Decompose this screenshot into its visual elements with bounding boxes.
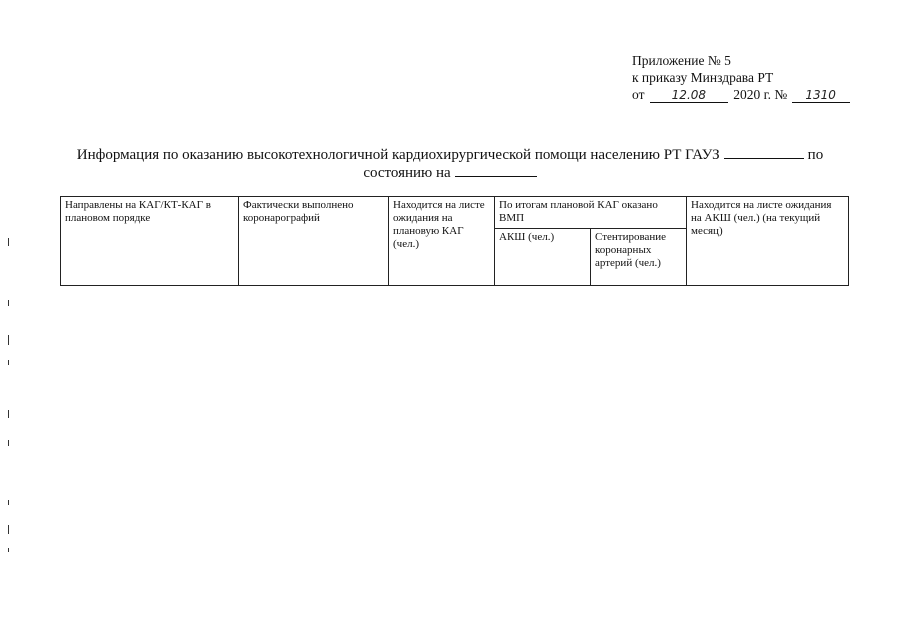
appendix-number: Приложение № 5: [632, 53, 731, 68]
title-po: по: [807, 147, 824, 163]
scan-speck: [8, 410, 9, 418]
header-waiting-kag: Находится на листе ожидания на плановую КАГ (чел.): [389, 197, 495, 286]
scan-speck: [8, 335, 9, 345]
title-state: состоянию на: [363, 165, 451, 181]
report-table: [60, 196, 849, 286]
document-title: [40, 146, 860, 182]
date-handwritten: 12.08: [650, 88, 728, 103]
header-performed-coronarography: Фактически выполнено коронарографий: [239, 197, 389, 286]
scan-speck: [8, 500, 9, 505]
header-referred-kag: Направлены на КАГ/КТ-КАГ в плановом порядке: [61, 197, 239, 286]
from-label: от: [632, 87, 645, 102]
organization-blank: [724, 146, 804, 159]
scan-speck: [8, 360, 9, 365]
order-number-handwritten: 1310: [792, 88, 850, 103]
header-vmp-group: По итогам плановой КАГ оказано ВМП: [495, 197, 687, 229]
date-blank: [455, 164, 537, 177]
scan-speck: [8, 238, 9, 246]
header-aksh: АКШ (чел.): [495, 229, 591, 286]
scan-speck: [8, 300, 9, 306]
header-stenting: Стентирование коронарных артерий (чел.): [591, 229, 687, 286]
scan-speck: [8, 525, 9, 534]
year-label: 2020 г. №: [733, 87, 788, 102]
appendix-date-line: [632, 86, 850, 103]
appendix-order: к приказу Минздрава РТ: [632, 70, 774, 85]
scan-speck: [8, 440, 9, 446]
header-waiting-aksh: Находится на листе ожидания на АКШ (чел.) (на текущий месяц): [687, 197, 849, 286]
scan-speck: [8, 548, 9, 552]
appendix-block: [632, 52, 850, 103]
title-text: Информация по оказанию высокотехнологичной кардиохирургической помощи населению РТ ГАУЗ: [76, 147, 720, 163]
